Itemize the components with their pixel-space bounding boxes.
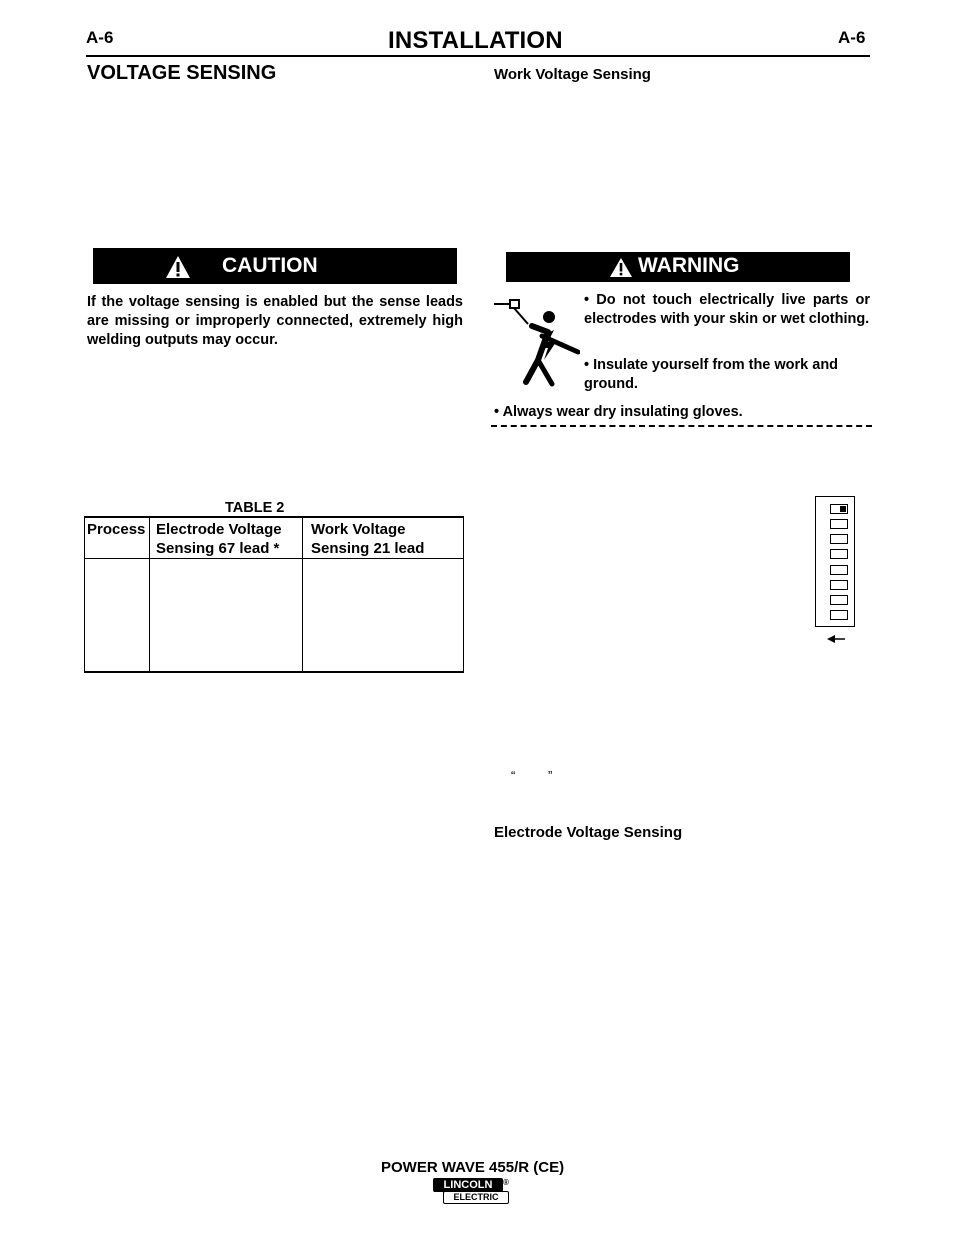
dip-switch-1 [830, 504, 848, 514]
page-number-left: A-6 [86, 28, 114, 47]
table-2 [84, 516, 464, 673]
warning-banner [506, 252, 850, 282]
dip-switch-8 [830, 610, 848, 620]
lincoln-electric-logo [433, 1178, 511, 1206]
caution-banner [93, 248, 457, 284]
table-caption: TABLE 2 [225, 500, 285, 516]
warning-bullet-3: • Always wear dry insulating gloves. [494, 404, 743, 420]
logo-registered-mark: ® [503, 1178, 509, 1187]
page-number-right: A-6 [838, 28, 866, 47]
warning-bullet-1: • Do not touch electrically live parts or electrodes with your skin or wet clothing. [584, 292, 870, 327]
warning-bullet-2: • Insulate yourself from the work and ground. [584, 357, 839, 392]
work-voltage-sensing-heading: Work Voltage Sensing [494, 66, 651, 83]
page-title: INSTALLATION [388, 27, 563, 54]
dip-switch-7 [830, 595, 848, 605]
dip-switch-5 [830, 565, 848, 575]
table-header-electrode: Electrode Voltage Sensing 67 lead * [156, 521, 282, 557]
electric-shock-icon [492, 296, 580, 388]
section-title: VOLTAGE SENSING [87, 62, 277, 84]
footer-model: POWER WAVE 455/R (CE) [381, 1159, 565, 1176]
header-rule [86, 55, 870, 57]
close-quote: ” [548, 768, 553, 783]
dip-switch-diagram [815, 496, 855, 627]
dip-switch-3 [830, 534, 848, 544]
open-quote: “ [511, 768, 516, 783]
dip-switch-4 [830, 549, 848, 559]
warning-triangle-icon [609, 257, 633, 278]
electrode-voltage-sensing-heading: Electrode Voltage Sensing [494, 824, 683, 841]
caution-text: If the voltage sensing is enabled but the sense leads are missing or improperly connected, extremely high welding outputs may occur. [87, 294, 463, 348]
logo-electric: ELECTRIC [443, 1191, 509, 1204]
table-header-work: Work Voltage Sensing 21 lead [311, 521, 425, 557]
warning-dashed-divider [491, 425, 872, 427]
caution-label: CAUTION [222, 254, 318, 277]
caution-warning-icon [165, 255, 191, 279]
table-header-process: Process [87, 521, 146, 538]
warning-label: WARNING [638, 254, 740, 277]
dip-switch-6 [830, 580, 848, 590]
logo-lincoln: LINCOLN [433, 1178, 503, 1192]
arrow-left-icon [826, 634, 846, 644]
dip-switch-2 [830, 519, 848, 529]
